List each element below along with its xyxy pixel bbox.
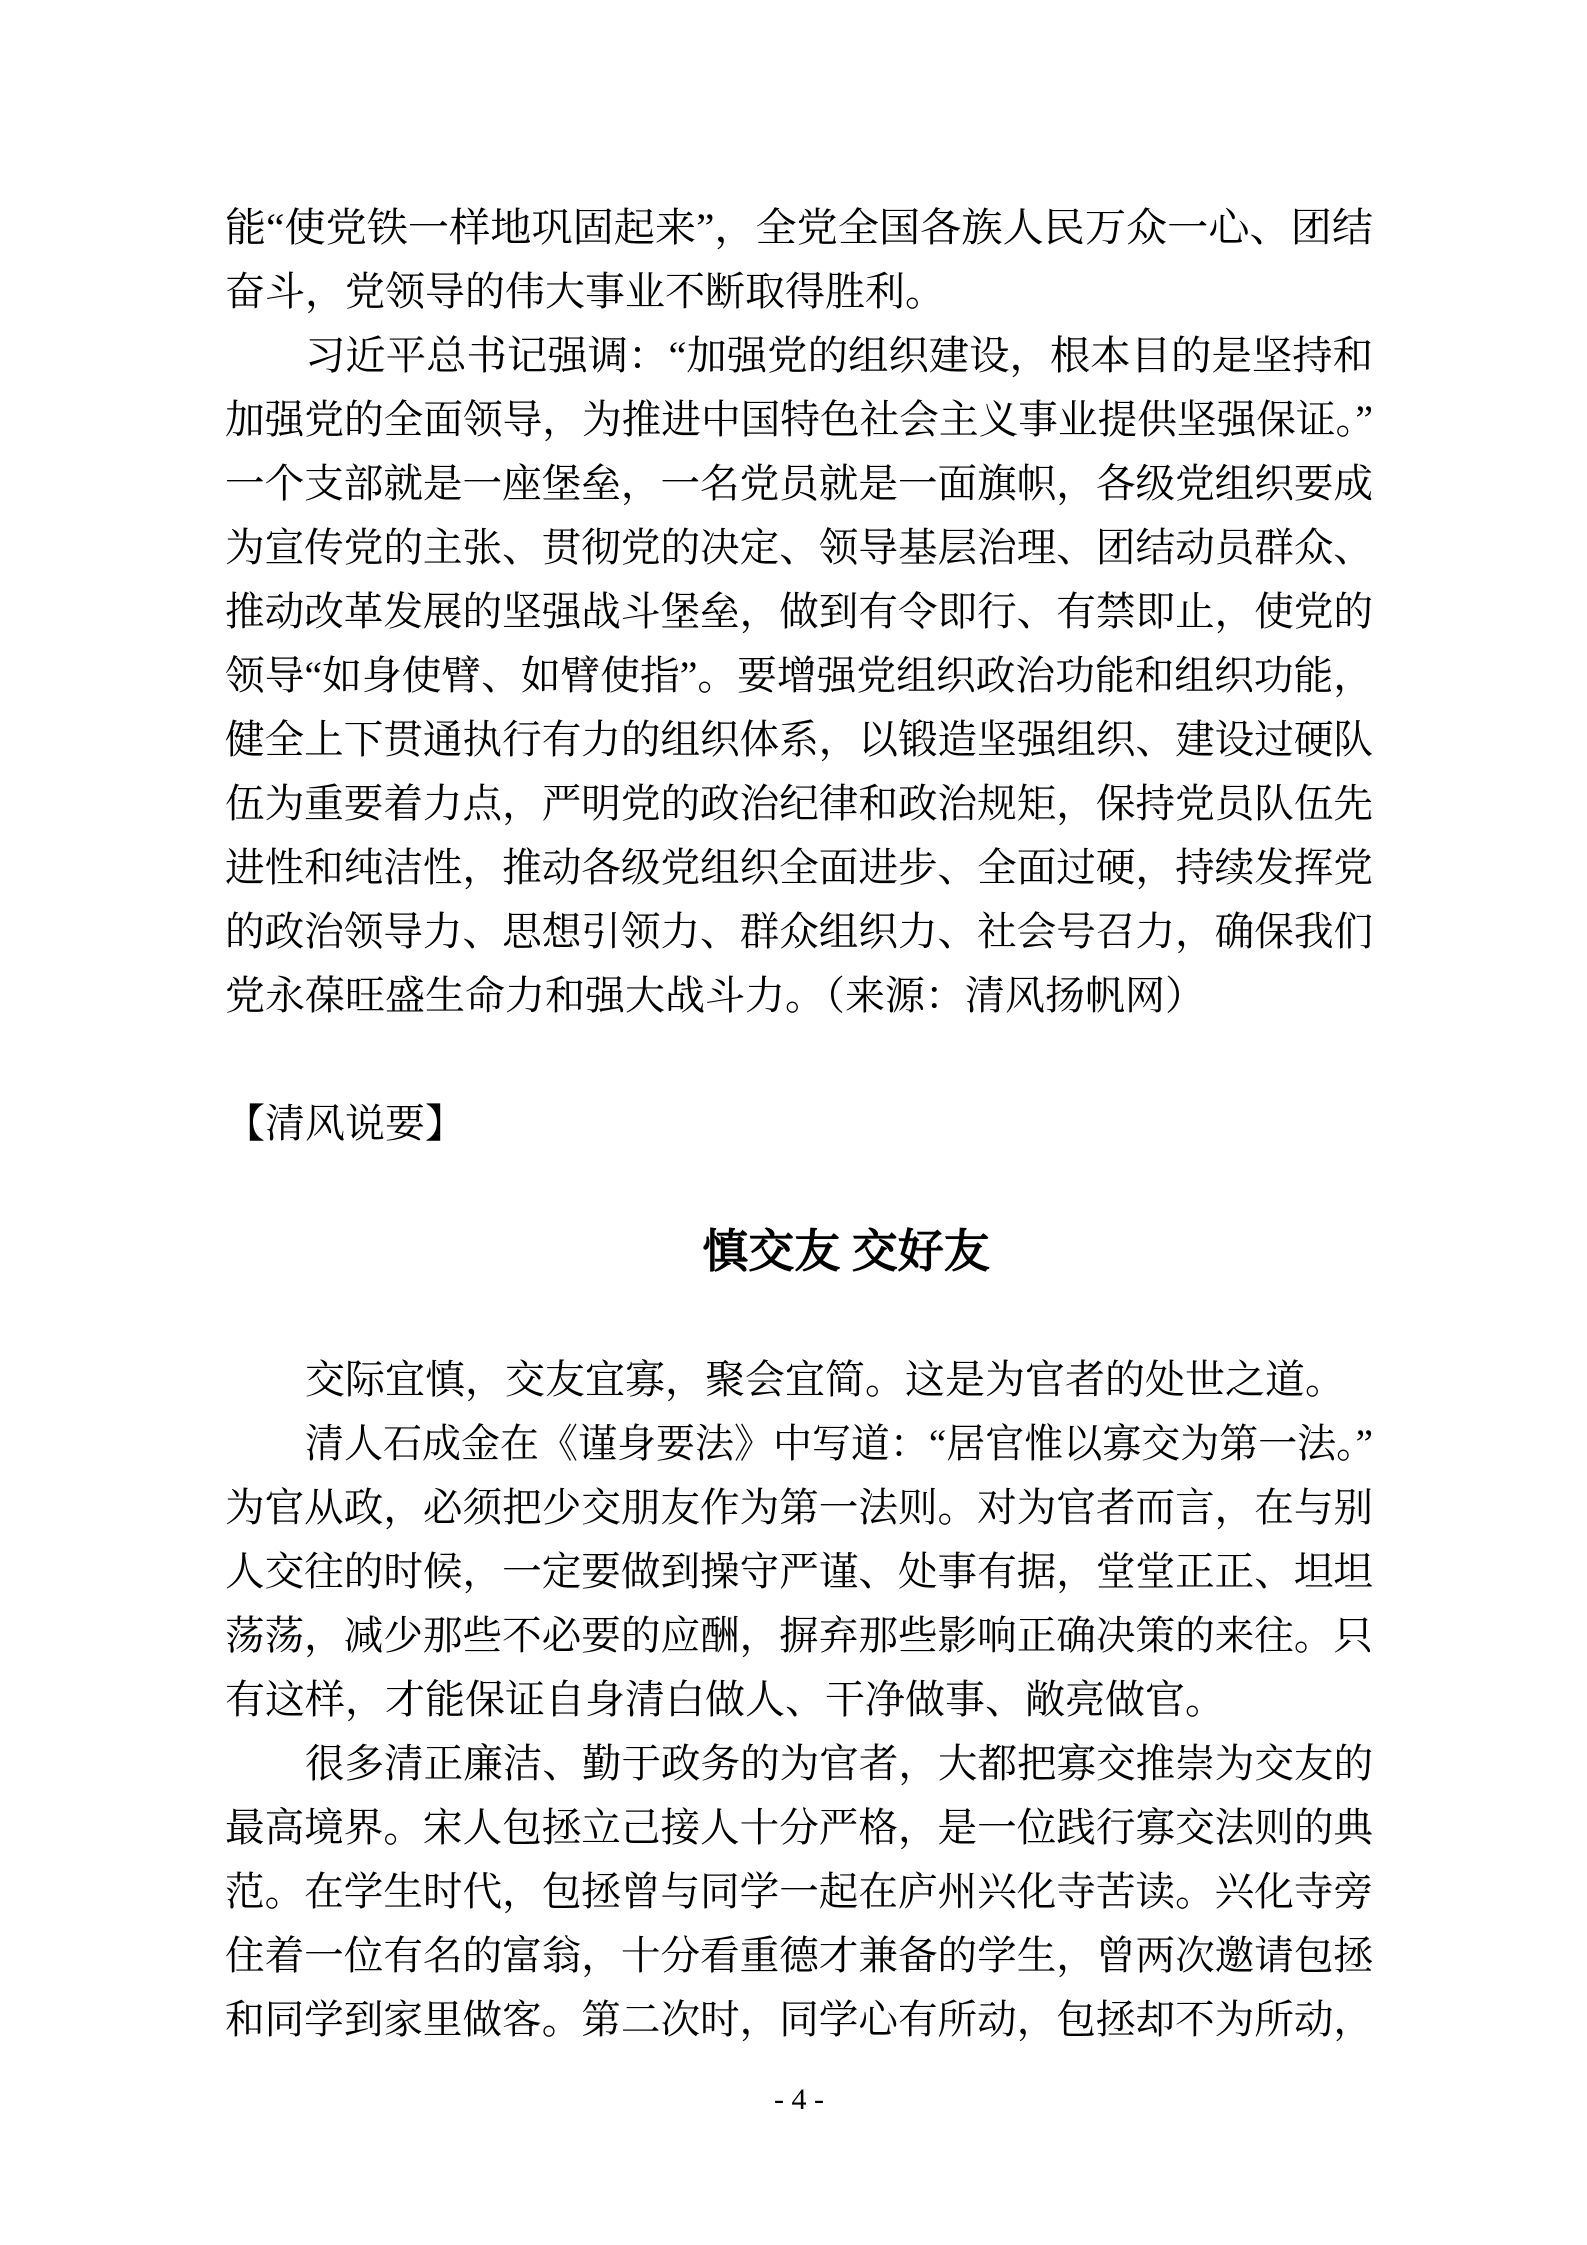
text-line bbox=[225, 1796, 1373, 1860]
text-line bbox=[225, 196, 1373, 260]
text-line bbox=[225, 1412, 1373, 1476]
text-line bbox=[225, 1540, 1373, 1604]
text-line bbox=[225, 1604, 1373, 1668]
text-line-content: 伍为重要着力点，严明党的政治纪律和政治规矩，保持党员队伍先 bbox=[225, 781, 1373, 826]
text-line bbox=[225, 1348, 1373, 1412]
text-line-content: 党永葆旺盛生命力和强大战斗力。（来源：清风扬帆网） bbox=[225, 973, 1205, 1018]
text-line-content: 范。在学生时代，包拯曾与同学一起在庐州兴化寺苦读。兴化寺旁 bbox=[225, 1869, 1373, 1914]
text-line bbox=[225, 900, 1373, 964]
paragraph-block-making-friends bbox=[225, 1348, 1373, 2052]
text-line-content: 加强党的全面领导，为推进中国特色社会主义事业提供坚强保证。” bbox=[225, 397, 1373, 442]
page-content bbox=[225, 196, 1373, 2052]
section-heading-text: 【清风说要】 bbox=[225, 1101, 465, 1146]
text-line-content: 很多清正廉洁、勤于政务的为官者，大都把寡交推崇为交友的 bbox=[305, 1741, 1373, 1786]
text-line bbox=[225, 836, 1373, 900]
text-line-content: 和同学到家里做客。第二次时，同学心有所动，包拯却不为所动， bbox=[225, 1997, 1373, 2042]
text-line-content: 清人石成金在《谨身要法》中写道：“居官惟以寡交为第一法。” bbox=[305, 1421, 1373, 1466]
text-line bbox=[225, 1732, 1373, 1796]
page-number-text: - 4 - bbox=[774, 2083, 824, 2116]
text-line bbox=[225, 708, 1373, 772]
text-line-content: 为宣传党的主张、贯彻党的决定、领导基层治理、团结动员群众、 bbox=[225, 525, 1373, 570]
text-line bbox=[225, 580, 1373, 644]
text-line-content: 人交往的时候，一定要做到操守严谨、处事有据，堂堂正正、坦坦 bbox=[225, 1549, 1373, 1594]
text-line bbox=[225, 1668, 1373, 1732]
text-line-content: 进性和纯洁性，推动各级党组织全面进步、全面过硬，持续发挥党 bbox=[225, 845, 1373, 890]
text-line-content: 能“使党铁一样地巩固起来”，全党全国各族人民万众一心、团结 bbox=[225, 205, 1373, 250]
text-line bbox=[225, 452, 1373, 516]
text-line-content: 领导“如身使臂、如臂使指”。要增强党组织政治功能和组织功能， bbox=[225, 653, 1373, 698]
text-line-content: 推动改革发展的坚强战斗堡垒，做到有令即行、有禁即止，使党的 bbox=[225, 589, 1373, 634]
text-line bbox=[225, 644, 1373, 708]
paragraph-block-party-building bbox=[225, 196, 1373, 1028]
text-line-content: 为官从政，必须把少交朋友作为第一法则。对为官者而言，在与别 bbox=[225, 1485, 1373, 1530]
section-heading bbox=[225, 1092, 1373, 1156]
text-line-content: 一个支部就是一座堡垒，一名党员就是一面旗帜，各级党组织要成 bbox=[225, 461, 1373, 506]
text-line bbox=[225, 1988, 1373, 2052]
text-line bbox=[225, 772, 1373, 836]
text-line bbox=[225, 388, 1373, 452]
text-line bbox=[225, 1924, 1373, 1988]
text-line-content: 荡荡，减少那些不必要的应酬，摒弃那些影响正确决策的来往。只 bbox=[225, 1613, 1373, 1658]
page-number bbox=[225, 2082, 1373, 2118]
text-line-content: 住着一位有名的富翁，十分看重德才兼备的学生，曾两次邀请包拯 bbox=[225, 1933, 1373, 1978]
text-line-content: 习近平总书记强调：“加强党的组织建设，根本目的是坚持和 bbox=[305, 333, 1373, 378]
text-line-content: 健全上下贯通执行有力的组织体系，以锻造坚强组织、建设过硬队 bbox=[225, 717, 1373, 762]
text-line-content: 的政治领导力、思想引领力、群众组织力、社会号召力，确保我们 bbox=[225, 909, 1373, 954]
text-line bbox=[225, 516, 1373, 580]
text-line-content: 奋斗，党领导的伟大事业不断取得胜利。 bbox=[225, 269, 945, 314]
article-title-text: 慎交友 交好友 bbox=[702, 1226, 990, 1277]
text-line bbox=[225, 324, 1373, 388]
text-line bbox=[225, 1476, 1373, 1540]
text-line-content: 有这样，才能保证自身清白做人、干净做事、敞亮做官。 bbox=[225, 1677, 1225, 1722]
text-line bbox=[225, 964, 1373, 1028]
text-line bbox=[225, 260, 1373, 324]
text-line-content: 交际宜慎，交友宜寡，聚会宜简。这是为官者的处世之道。 bbox=[305, 1357, 1345, 1402]
article-title bbox=[225, 1220, 1373, 1284]
text-line bbox=[225, 1860, 1373, 1924]
text-line-content: 最高境界。宋人包拯立己接人十分严格，是一位践行寡交法则的典 bbox=[225, 1805, 1373, 1850]
